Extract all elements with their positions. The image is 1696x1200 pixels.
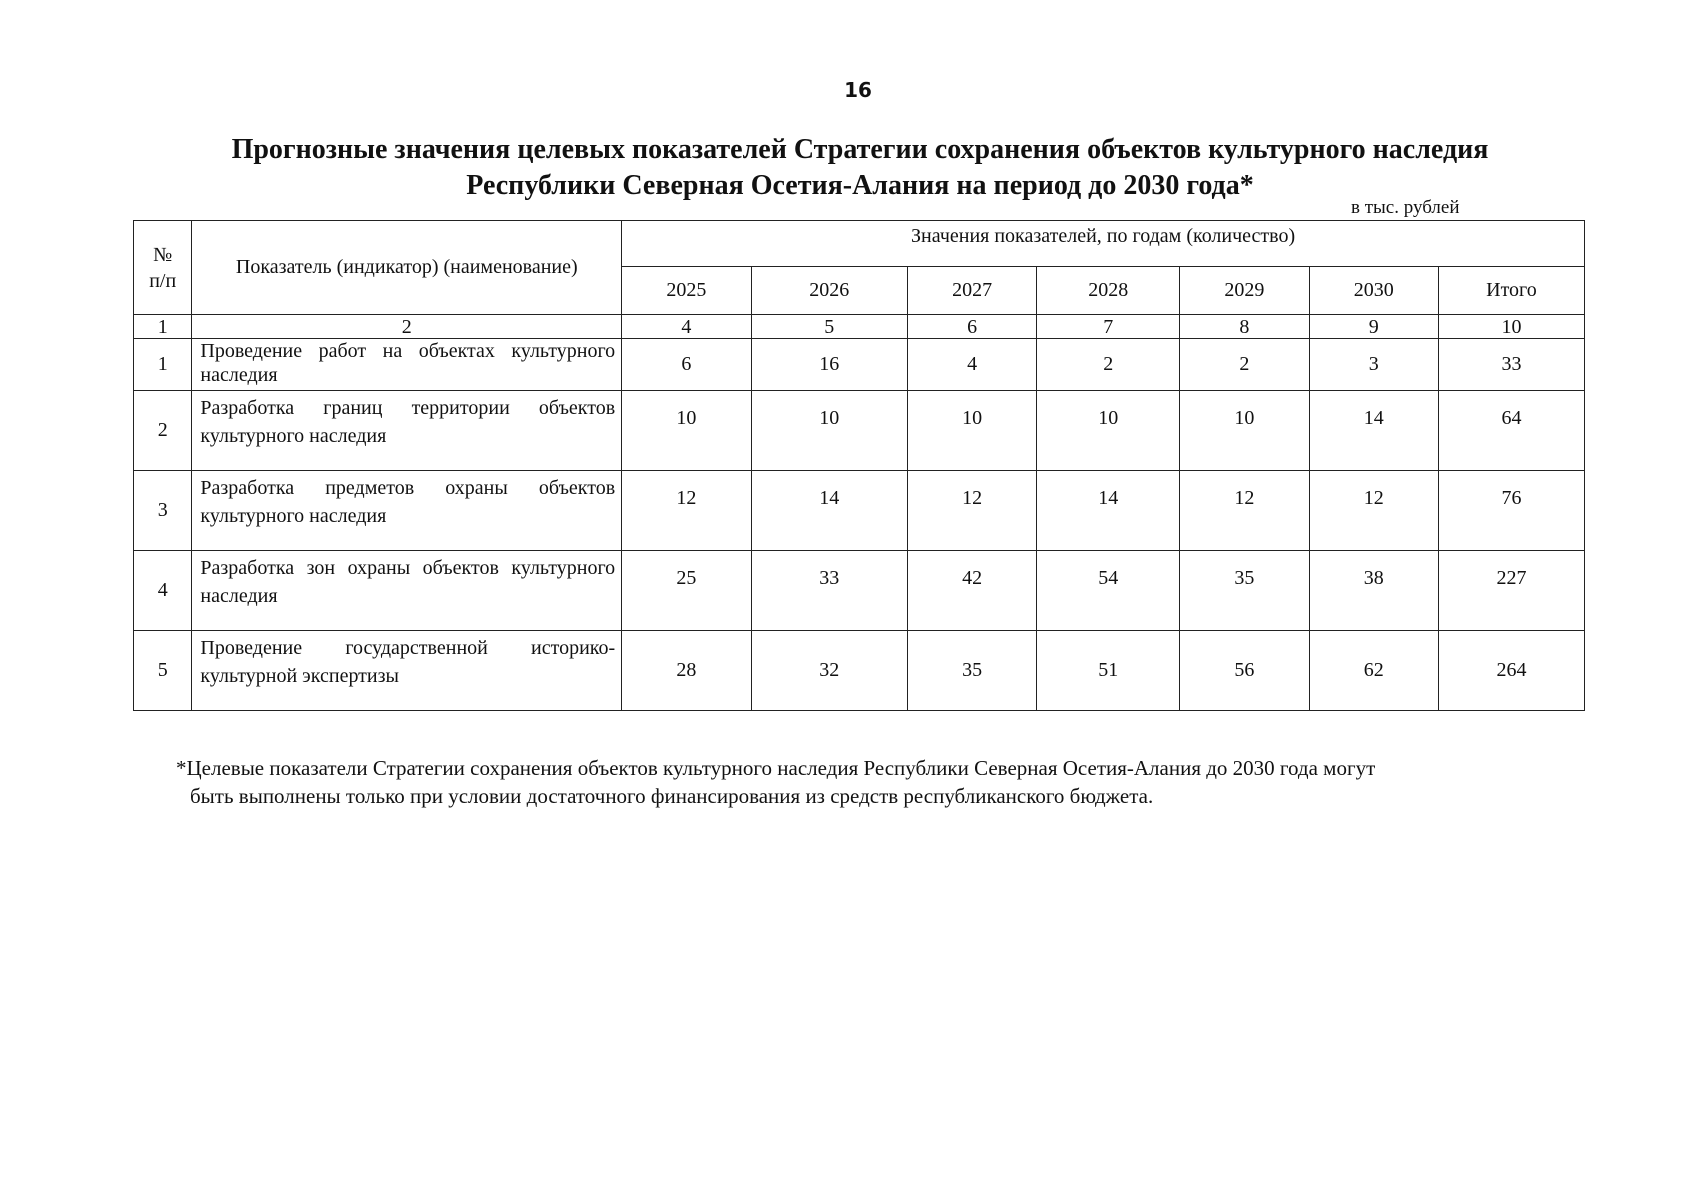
column-index: 9 xyxy=(1309,315,1438,339)
header-num xyxy=(134,221,192,315)
row-value: 12 xyxy=(1180,471,1309,551)
row-value: 12 xyxy=(1309,471,1438,551)
header-num-label: № п/п xyxy=(149,243,177,292)
column-index: 5 xyxy=(751,315,907,339)
row-value: 6 xyxy=(622,339,751,391)
unit-note: в тыс. рублей xyxy=(1351,197,1460,218)
row-value: 2 xyxy=(1180,339,1309,391)
row-value: 42 xyxy=(907,551,1036,631)
row-value: 2 xyxy=(1037,339,1180,391)
row-total: 227 xyxy=(1438,551,1584,631)
page-number: 16 xyxy=(844,78,872,102)
column-index: 7 xyxy=(1037,315,1180,339)
row-value: 32 xyxy=(751,631,907,711)
row-total: 33 xyxy=(1438,339,1584,391)
row-num: 5 xyxy=(134,631,192,711)
title-line-1: Прогнозные значения целевых показателей Стратегии сохранения объектов культурного наследия xyxy=(231,134,1489,165)
row-value: 51 xyxy=(1037,631,1180,711)
row-num: 4 xyxy=(134,551,192,631)
row-value: 14 xyxy=(751,471,907,551)
row-value: 35 xyxy=(1180,551,1309,631)
header-values-group: Значения показателей, по годам (количество) xyxy=(622,221,1585,267)
row-num: 3 xyxy=(134,471,192,551)
row-value: 12 xyxy=(622,471,751,551)
header-year: 2028 xyxy=(1037,267,1180,315)
row-value: 4 xyxy=(907,339,1036,391)
row-value: 38 xyxy=(1309,551,1438,631)
row-value: 10 xyxy=(751,391,907,471)
table-row xyxy=(134,551,1585,631)
table-row xyxy=(134,471,1585,551)
row-total: 64 xyxy=(1438,391,1584,471)
row-value: 10 xyxy=(622,391,751,471)
footnote xyxy=(176,754,1596,810)
footnote-line-1: *Целевые показатели Стратегии сохранения объектов культурного наследия Республики Северная Осетия-Алания до 2030 года могут xyxy=(176,756,1376,780)
column-index: 1 xyxy=(134,315,192,339)
table-row xyxy=(134,631,1585,711)
row-value: 28 xyxy=(622,631,751,711)
title-line-2: Республики Северная Осетия-Алания на период до 2030 года* xyxy=(466,170,1254,201)
row-value: 14 xyxy=(1309,391,1438,471)
row-value: 10 xyxy=(1180,391,1309,471)
row-value: 16 xyxy=(751,339,907,391)
column-index: 2 xyxy=(192,315,622,339)
row-value: 10 xyxy=(907,391,1036,471)
header-year: 2025 xyxy=(622,267,751,315)
row-value: 10 xyxy=(1037,391,1180,471)
header-indicator: Показатель (индикатор) (наименование) xyxy=(192,221,622,315)
row-value: 3 xyxy=(1309,339,1438,391)
header-year: 2026 xyxy=(751,267,907,315)
header-total: Итого xyxy=(1438,267,1584,315)
indicators-table xyxy=(133,220,1585,711)
row-value: 35 xyxy=(907,631,1036,711)
row-indicator-name: Разработка зон охраны объектов культурного наследия xyxy=(192,551,622,631)
column-index: 10 xyxy=(1438,315,1584,339)
column-index: 8 xyxy=(1180,315,1309,339)
row-indicator-name: Проведение работ на объектах культурного наследия xyxy=(192,339,622,391)
row-indicator-name: Проведение государственной историко-культурной экспертизы xyxy=(192,631,622,711)
column-index: 4 xyxy=(622,315,751,339)
header-year: 2030 xyxy=(1309,267,1438,315)
row-value: 14 xyxy=(1037,471,1180,551)
row-value: 56 xyxy=(1180,631,1309,711)
row-indicator-name: Разработка предметов охраны объектов культурного наследия xyxy=(192,471,622,551)
table-row xyxy=(134,339,1585,391)
row-value: 25 xyxy=(622,551,751,631)
row-indicator-name: Разработка границ территории объектов культурного наследия xyxy=(192,391,622,471)
table-header-row xyxy=(134,221,1585,267)
row-total: 76 xyxy=(1438,471,1584,551)
column-index: 6 xyxy=(907,315,1036,339)
row-total: 264 xyxy=(1438,631,1584,711)
footnote-line-2: быть выполнены только при условии достаточного финансирования из средств республиканского бюджета. xyxy=(190,784,1154,808)
table-row xyxy=(134,391,1585,471)
row-value: 12 xyxy=(907,471,1036,551)
document-title xyxy=(150,132,1570,204)
row-num: 1 xyxy=(134,339,192,391)
row-value: 62 xyxy=(1309,631,1438,711)
row-num: 2 xyxy=(134,391,192,471)
header-year: 2029 xyxy=(1180,267,1309,315)
header-year: 2027 xyxy=(907,267,1036,315)
row-value: 54 xyxy=(1037,551,1180,631)
row-value: 33 xyxy=(751,551,907,631)
column-index-row xyxy=(134,315,1585,339)
